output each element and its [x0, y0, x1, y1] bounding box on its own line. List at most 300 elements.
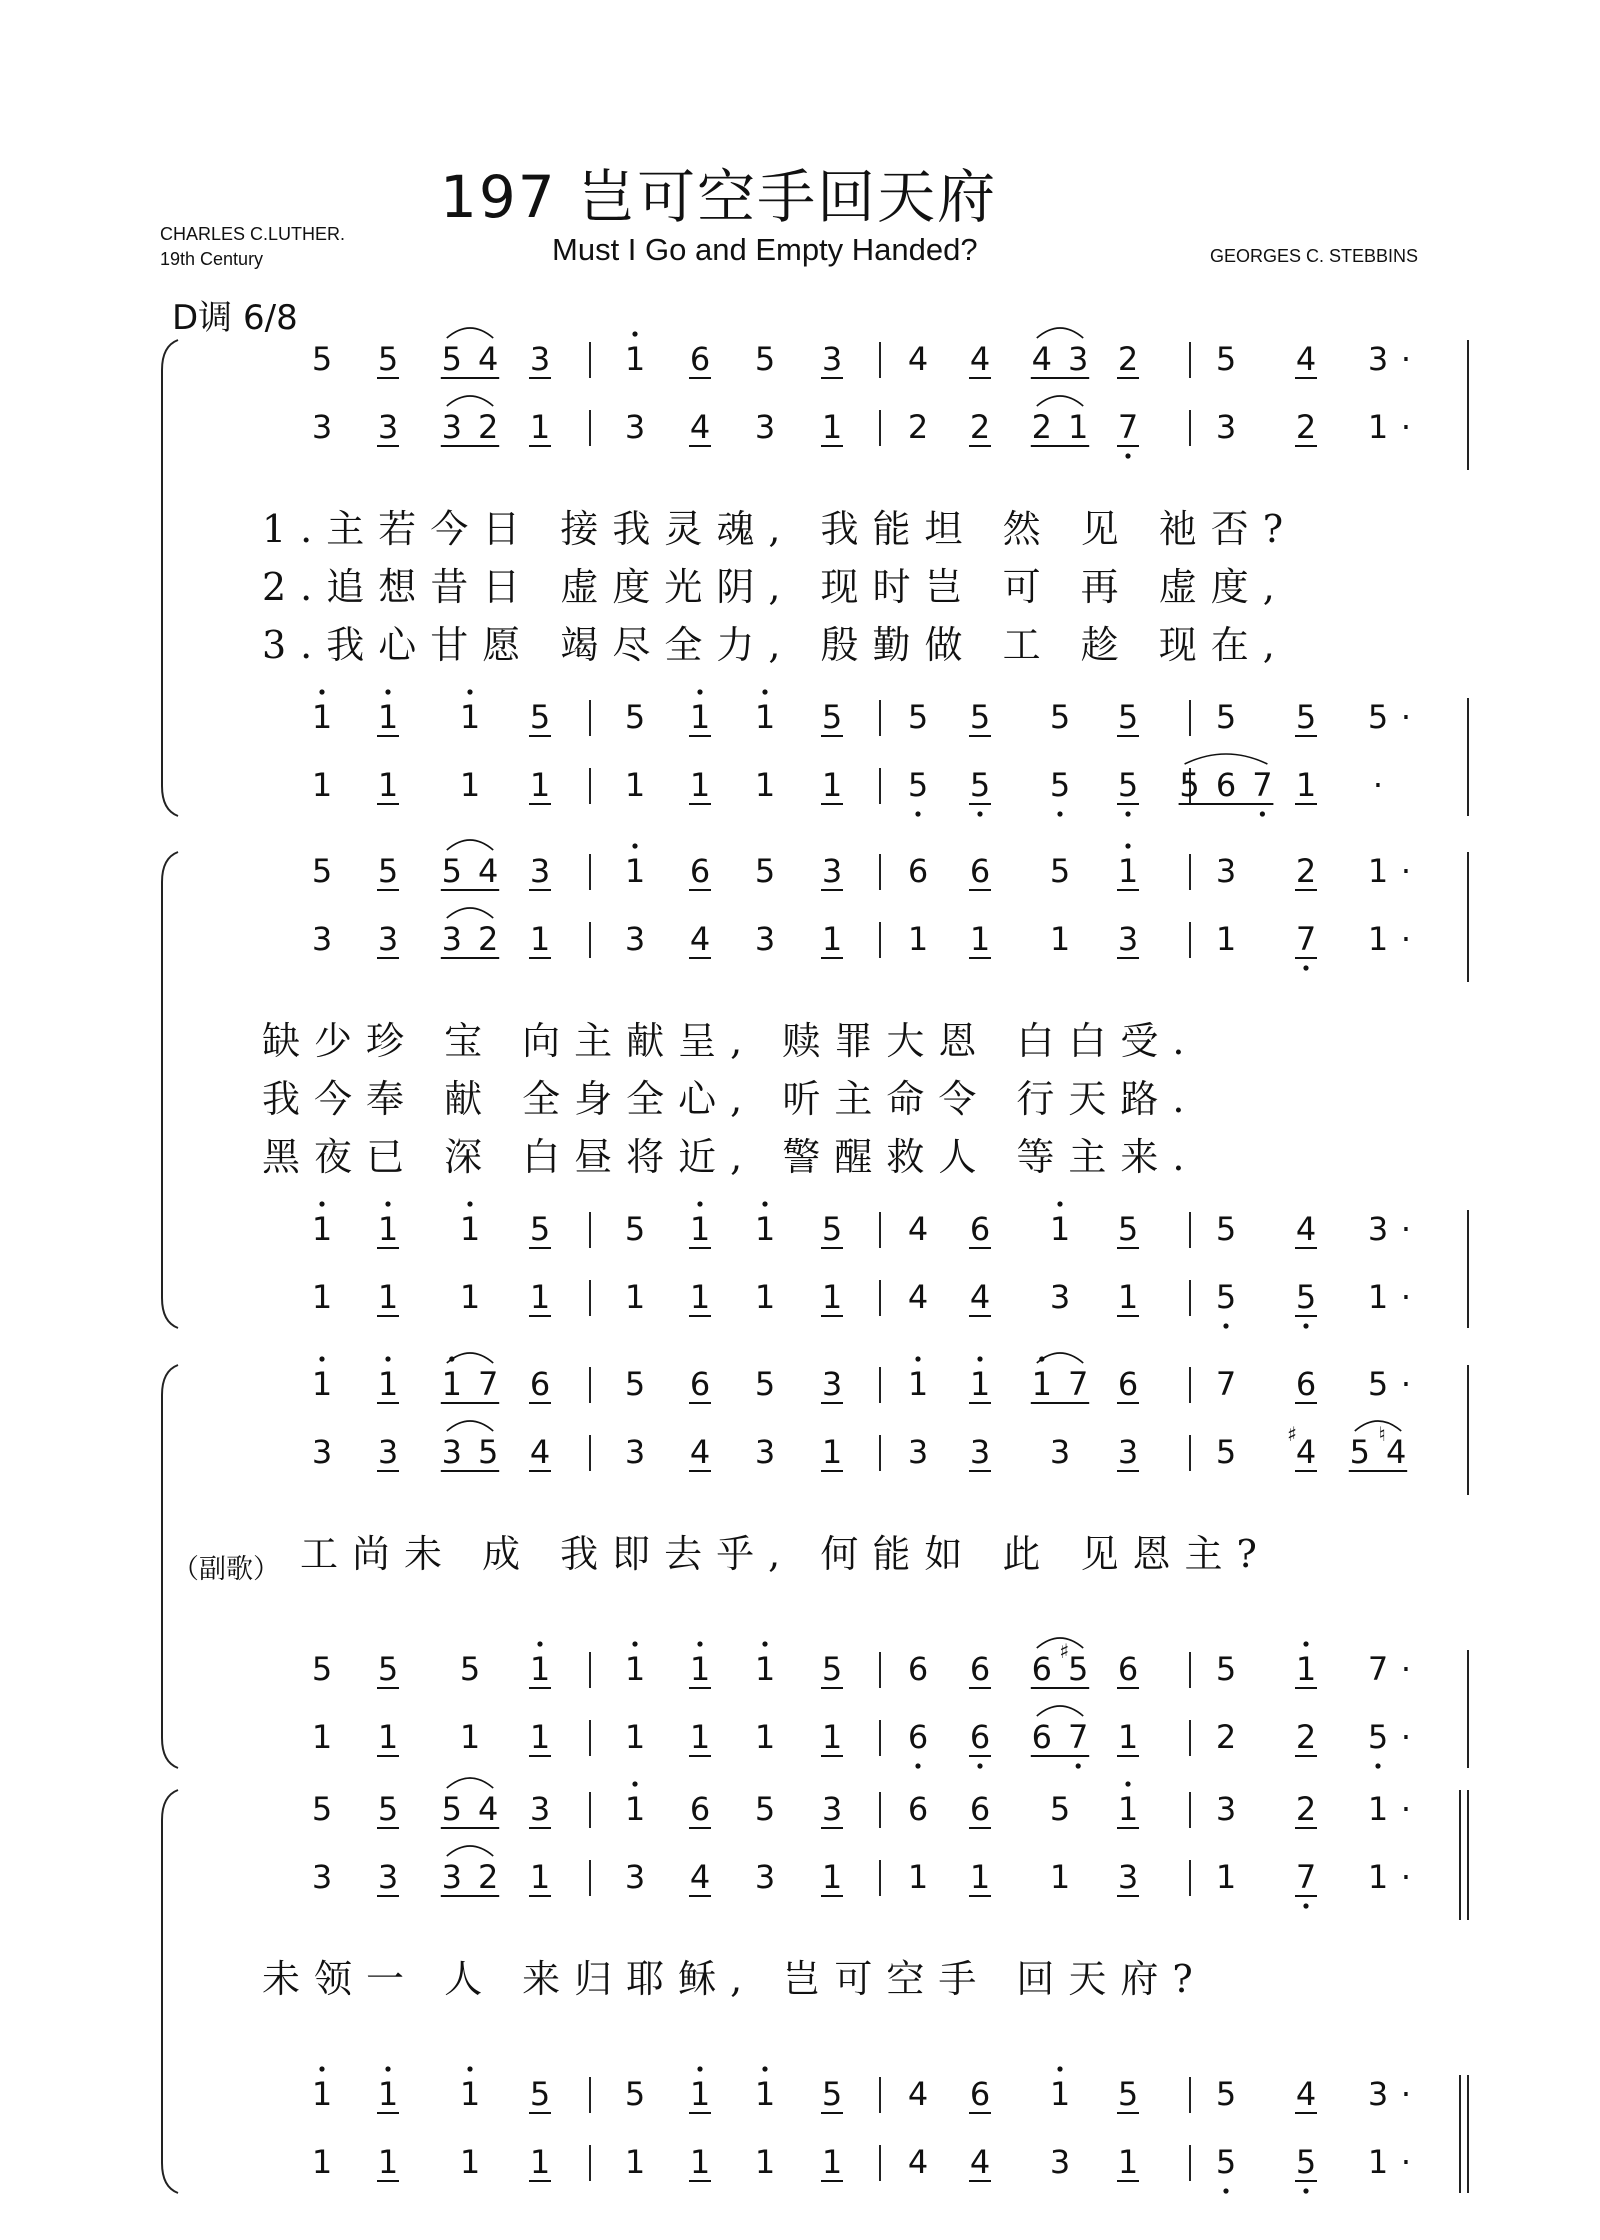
note: 1 — [754, 1278, 776, 1316]
note: 5 — [1117, 698, 1139, 736]
note: · — [1400, 340, 1412, 378]
note: 6 — [969, 2075, 991, 2113]
note: 2 — [1295, 1790, 1317, 1828]
note: 1 — [311, 2143, 333, 2181]
note: 4 — [907, 340, 929, 378]
octave-dot-high — [385, 1356, 390, 1361]
note: 3 — [821, 852, 843, 890]
octave-dot-low — [1125, 811, 1130, 816]
note: 6 — [907, 1718, 929, 1756]
note: 5 — [754, 1365, 776, 1403]
note: 4 — [969, 340, 991, 378]
note: 1 — [624, 2143, 646, 2181]
note: 1 — [689, 2075, 711, 2113]
note: · — [1400, 1718, 1412, 1756]
note: 1 — [459, 1718, 481, 1756]
note: 1 — [1117, 2143, 1139, 2181]
note: 1 — [1367, 408, 1389, 446]
note: 1 — [1367, 1278, 1389, 1316]
note: 5 — [1179, 766, 1200, 804]
note: 5 — [377, 1650, 399, 1688]
note: 3 — [441, 1858, 462, 1896]
note: · — [1400, 698, 1412, 736]
note: 2 — [1295, 408, 1317, 446]
slur — [447, 840, 493, 850]
note: 1 — [821, 1433, 843, 1471]
note: 5 — [529, 1210, 551, 1248]
note: 1 — [907, 1858, 929, 1896]
note: 1 — [821, 766, 843, 804]
octave-dot-high — [762, 2066, 767, 2071]
note: 5 — [1068, 1650, 1089, 1688]
note: 3 — [311, 1858, 333, 1896]
note: 5 — [311, 1790, 333, 1828]
note: 3 — [821, 340, 843, 378]
octave-dot-high — [1125, 1781, 1130, 1786]
chorus-label: （副歌） — [172, 1554, 280, 1585]
octave-dot-low — [1303, 2188, 1308, 2193]
note: 3 — [441, 920, 462, 958]
lyric-line: 未领一 人 来归耶稣, 岂可空手 回天府? — [262, 1957, 1207, 2001]
lyric-line: 我今奉 献 全身全心, 听主命令 行天路. — [262, 1077, 1199, 1121]
octave-dot-high — [385, 1201, 390, 1206]
note: 1 — [754, 1650, 776, 1688]
note: 2 — [1117, 340, 1139, 378]
note: 1 — [529, 1718, 551, 1756]
key-signature: D调 6/8 — [172, 298, 298, 338]
note: 7 — [1252, 766, 1273, 804]
note: 1 — [311, 2075, 333, 2113]
note: 1 — [459, 1210, 481, 1248]
note: · — [1400, 2075, 1412, 2113]
note: 6 — [1031, 1718, 1052, 1756]
system-brace — [162, 852, 178, 1328]
lyric-line: 2.追想昔日 虚度光阴, 现时岂 可 再 虚度, — [262, 565, 1289, 609]
note: 5 — [1367, 698, 1389, 736]
note: 4 — [689, 1858, 711, 1896]
octave-dot-high — [697, 2066, 702, 2071]
note: 3 — [311, 408, 333, 446]
note: 7 — [1295, 1858, 1317, 1896]
note: 1 — [377, 1278, 399, 1316]
octave-dot-low — [1057, 811, 1062, 816]
note: 1 — [624, 1650, 646, 1688]
note: 1 — [1117, 1718, 1139, 1756]
note: 1 — [377, 1718, 399, 1756]
note: 7 — [478, 1365, 499, 1403]
note: 3 — [1049, 1433, 1071, 1471]
note: 2 — [1031, 408, 1052, 446]
note: 5 — [1117, 766, 1139, 804]
octave-dot-high — [467, 2066, 472, 2071]
note: 1 — [311, 766, 333, 804]
note: 2 — [969, 408, 991, 446]
note: 5 — [377, 1790, 399, 1828]
octave-dot-low — [977, 1763, 982, 1768]
note: 1 — [689, 1650, 711, 1688]
octave-dot-low — [1375, 1763, 1380, 1768]
note: 5 — [311, 340, 333, 378]
note: 5 — [907, 766, 929, 804]
note: 1 — [689, 1210, 711, 1248]
note: 4 — [689, 408, 711, 446]
note: 1 — [1295, 766, 1317, 804]
note: 1 — [1068, 408, 1089, 446]
note: · — [1400, 2143, 1412, 2181]
note: 5 — [1215, 1433, 1237, 1471]
note: 1 — [529, 2143, 551, 2181]
note: · — [1400, 408, 1412, 446]
note: 3 — [529, 340, 551, 378]
octave-dot-low — [1303, 1323, 1308, 1328]
slur — [447, 1353, 493, 1363]
note: 1 — [459, 1278, 481, 1316]
octave-dot-high — [1125, 843, 1130, 848]
note: 1 — [377, 698, 399, 736]
octave-dot-high — [632, 1641, 637, 1646]
note: 7 — [1068, 1718, 1089, 1756]
octave-dot-high — [697, 1201, 702, 1206]
accidental: ♮ — [1378, 1422, 1386, 1446]
note: 6 — [969, 852, 991, 890]
note: 1 — [754, 1210, 776, 1248]
note: 5 — [754, 1790, 776, 1828]
note: 3 — [1117, 1858, 1139, 1896]
octave-dot-high — [762, 689, 767, 694]
note: 5 — [821, 1210, 843, 1248]
note: 5 — [441, 1790, 462, 1828]
note: 3 — [377, 920, 399, 958]
note: 4 — [1031, 340, 1052, 378]
lyric-line: 3.我心甘愿 竭尽全力, 殷勤做 工 趁 现在, — [262, 623, 1289, 667]
note: 7 — [1367, 1650, 1389, 1688]
note: 4 — [478, 340, 499, 378]
note: 5 — [821, 698, 843, 736]
note: 1 — [1117, 1278, 1139, 1316]
note: · — [1400, 1278, 1412, 1316]
note: · — [1400, 1650, 1412, 1688]
note: 1 — [1049, 1210, 1071, 1248]
octave-dot-low — [1303, 965, 1308, 970]
note: 6 — [1117, 1650, 1139, 1688]
note: 1 — [1215, 1858, 1237, 1896]
note: 5 — [377, 852, 399, 890]
note: 4 — [529, 1433, 551, 1471]
note: 1 — [529, 766, 551, 804]
note: 1 — [1117, 852, 1139, 890]
note: 5 — [1295, 1278, 1317, 1316]
slur — [447, 1421, 493, 1431]
octave-dot-high — [762, 1641, 767, 1646]
note: 5 — [969, 766, 991, 804]
note: 5 — [624, 698, 646, 736]
slur — [1037, 1706, 1083, 1716]
note: 5 — [754, 340, 776, 378]
note: 5 — [1117, 1210, 1139, 1248]
note: 1 — [1367, 920, 1389, 958]
note: 1 — [969, 1365, 991, 1403]
note: 5 — [311, 852, 333, 890]
note: 1 — [754, 766, 776, 804]
note: 1 — [821, 920, 843, 958]
note: 5 — [1215, 1650, 1237, 1688]
note: 1 — [1367, 2143, 1389, 2181]
note: · — [1400, 1365, 1412, 1403]
note: 1 — [1295, 1650, 1317, 1688]
note: 5 — [529, 698, 551, 736]
slur — [447, 1846, 493, 1856]
note: 5 — [821, 1650, 843, 1688]
system-brace — [162, 1790, 178, 2193]
octave-dot-low — [1260, 811, 1265, 816]
note: 5 — [1295, 2143, 1317, 2181]
note: 5 — [441, 852, 462, 890]
note: 3 — [1049, 1278, 1071, 1316]
note: 1 — [821, 408, 843, 446]
note: 3 — [821, 1365, 843, 1403]
note: 5 — [1215, 2143, 1237, 2181]
note: 4 — [907, 2075, 929, 2113]
note: · — [1400, 1858, 1412, 1896]
note: 3 — [311, 1433, 333, 1471]
note: 1 — [624, 1718, 646, 1756]
note: 4 — [689, 1433, 711, 1471]
note: · — [1400, 852, 1412, 890]
octave-dot-high — [632, 331, 637, 336]
note: 1 — [459, 698, 481, 736]
composer-credit: GEORGES C. STEBBINS — [1210, 246, 1419, 266]
note: 3 — [821, 1790, 843, 1828]
note: 1 — [754, 2075, 776, 2113]
octave-dot-high — [632, 1781, 637, 1786]
octave-dot-high — [977, 1356, 982, 1361]
slur — [1185, 754, 1268, 764]
note: · — [1400, 1790, 1412, 1828]
note: 1 — [754, 698, 776, 736]
octave-dot-high — [319, 1201, 324, 1206]
note: 4 — [1295, 340, 1317, 378]
note: · — [1400, 920, 1412, 958]
slur — [1037, 328, 1083, 338]
note: 3 — [441, 408, 462, 446]
note: 1 — [689, 698, 711, 736]
note: 4 — [907, 2143, 929, 2181]
note: 6 — [969, 1718, 991, 1756]
slur — [1037, 1353, 1083, 1363]
note: 1 — [624, 1790, 646, 1828]
note: 1 — [459, 2075, 481, 2113]
note: 3 — [1367, 340, 1389, 378]
note: 1 — [624, 340, 646, 378]
note: 1 — [821, 1718, 843, 1756]
octave-dot-high — [385, 2066, 390, 2071]
octave-dot-high — [1057, 2066, 1062, 2071]
octave-dot-low — [1125, 453, 1130, 458]
octave-dot-high — [467, 1201, 472, 1206]
lyric-line: 工尚未 成 我即去乎, 何能如 此 见恩主? — [300, 1532, 1271, 1576]
note: 5 — [1049, 698, 1071, 736]
note: 1 — [529, 408, 551, 446]
octave-dot-low — [915, 1763, 920, 1768]
note: 3 — [377, 408, 399, 446]
note: 4 — [478, 1790, 499, 1828]
octave-dot-low — [1223, 1323, 1228, 1328]
slur — [447, 908, 493, 918]
note: 4 — [907, 1210, 929, 1248]
note: 3 — [754, 1433, 776, 1471]
note: 2 — [1295, 1718, 1317, 1756]
note: 1 — [311, 1718, 333, 1756]
note: 3 — [754, 920, 776, 958]
note: 4 — [1295, 1433, 1317, 1471]
lyric-line: 1.主若今日 接我灵魂, 我能坦 然 见 祂否? — [262, 507, 1298, 551]
octave-dot-low — [915, 811, 920, 816]
note: 1 — [1367, 1790, 1389, 1828]
note: 4 — [1295, 1210, 1317, 1248]
note: 1 — [689, 1718, 711, 1756]
note: 2 — [478, 408, 499, 446]
note: 6 — [969, 1790, 991, 1828]
octave-dot-high — [537, 1641, 542, 1646]
octave-dot-high — [632, 843, 637, 848]
note: 1 — [821, 1278, 843, 1316]
note: 3 — [1367, 1210, 1389, 1248]
note: 1 — [459, 2143, 481, 2181]
note: 1 — [624, 766, 646, 804]
note: 3 — [377, 1858, 399, 1896]
note: 6 — [689, 852, 711, 890]
note: 6 — [969, 1210, 991, 1248]
octave-dot-high — [319, 689, 324, 694]
note: · — [1372, 766, 1384, 804]
note: 5 — [1215, 1278, 1237, 1316]
hymn-title: 197 岂可空手回天府 — [440, 163, 998, 231]
note: 6 — [969, 1650, 991, 1688]
note: 2 — [907, 408, 929, 446]
note: 3 — [441, 1433, 462, 1471]
note: 1 — [754, 2143, 776, 2181]
note: 5 — [459, 1650, 481, 1688]
slur — [447, 328, 493, 338]
octave-dot-high — [762, 1201, 767, 1206]
note: 5 — [1117, 2075, 1139, 2113]
note: 1 — [377, 2075, 399, 2113]
octave-dot-high — [385, 689, 390, 694]
note: 5 — [624, 1210, 646, 1248]
note: 5 — [1049, 766, 1071, 804]
octave-dot-low — [977, 811, 982, 816]
note: 5 — [969, 698, 991, 736]
note: 1 — [311, 1278, 333, 1316]
note: 1 — [1049, 1858, 1071, 1896]
note: 1 — [907, 920, 929, 958]
octave-dot-high — [697, 1641, 702, 1646]
author-era: 19th Century — [160, 249, 264, 269]
note: 3 — [754, 408, 776, 446]
note: 3 — [1117, 1433, 1139, 1471]
note: 1 — [624, 852, 646, 890]
note: 5 — [377, 340, 399, 378]
note: 4 — [969, 2143, 991, 2181]
slur — [447, 1778, 493, 1788]
note: 1 — [529, 1650, 551, 1688]
note: 1 — [529, 1858, 551, 1896]
note: 3 — [1215, 408, 1237, 446]
octave-dot-high — [1303, 1641, 1308, 1646]
note: 1 — [754, 1718, 776, 1756]
note: 6 — [1215, 766, 1237, 804]
note: 5 — [1295, 698, 1317, 736]
note: 5 — [1215, 698, 1237, 736]
octave-dot-low — [1303, 1903, 1308, 1908]
note: 1 — [689, 1278, 711, 1316]
note: 3 — [969, 1433, 991, 1471]
note: 3 — [1215, 1790, 1237, 1828]
note: 5 — [907, 698, 929, 736]
note: 2 — [478, 1858, 499, 1896]
system-brace — [162, 340, 178, 816]
note: 1 — [1049, 2075, 1071, 2113]
note: 1 — [377, 1210, 399, 1248]
lyric-line: 黑夜已 深 白昼将近, 警醒救人 等主来. — [262, 1135, 1199, 1179]
note: 5 — [624, 2075, 646, 2113]
system-brace — [162, 1365, 178, 1768]
note: 1 — [821, 2143, 843, 2181]
note: 6 — [689, 1365, 711, 1403]
note: 5 — [529, 2075, 551, 2113]
octave-dot-high — [319, 2066, 324, 2071]
hymn-subtitle: Must I Go and Empty Handed? — [552, 232, 978, 267]
note: 1 — [377, 766, 399, 804]
note: 5 — [1049, 852, 1071, 890]
note: 1 — [441, 1365, 462, 1403]
accidental: ♯ — [1059, 1639, 1070, 1663]
note: 1 — [529, 920, 551, 958]
note: 3 — [529, 1790, 551, 1828]
note: 1 — [821, 1858, 843, 1896]
note: 1 — [377, 1365, 399, 1403]
note: 1 — [1367, 1858, 1389, 1896]
note: 3 — [1117, 920, 1139, 958]
note: 3 — [1068, 340, 1089, 378]
note: 1 — [1215, 920, 1237, 958]
slur — [447, 396, 493, 406]
note: · — [1400, 1210, 1412, 1248]
note: 7 — [1117, 408, 1139, 446]
note: 1 — [907, 1365, 929, 1403]
note: 5 — [311, 1650, 333, 1688]
note: 3 — [311, 920, 333, 958]
note: 1 — [969, 1858, 991, 1896]
note: 3 — [754, 1858, 776, 1896]
note: 3 — [624, 1858, 646, 1896]
note: 1 — [1367, 852, 1389, 890]
note: 6 — [689, 340, 711, 378]
note: 4 — [689, 920, 711, 958]
note: 5 — [624, 1365, 646, 1403]
note: 5 — [1349, 1433, 1370, 1471]
octave-dot-high — [915, 1356, 920, 1361]
note: 6 — [1295, 1365, 1317, 1403]
note: 6 — [1117, 1365, 1139, 1403]
note: 6 — [907, 1790, 929, 1828]
note: 2 — [1295, 852, 1317, 890]
note: 5 — [754, 852, 776, 890]
note: 1 — [624, 1278, 646, 1316]
note: 1 — [1049, 920, 1071, 958]
note: 1 — [1031, 1365, 1052, 1403]
note: 3 — [1367, 2075, 1389, 2113]
